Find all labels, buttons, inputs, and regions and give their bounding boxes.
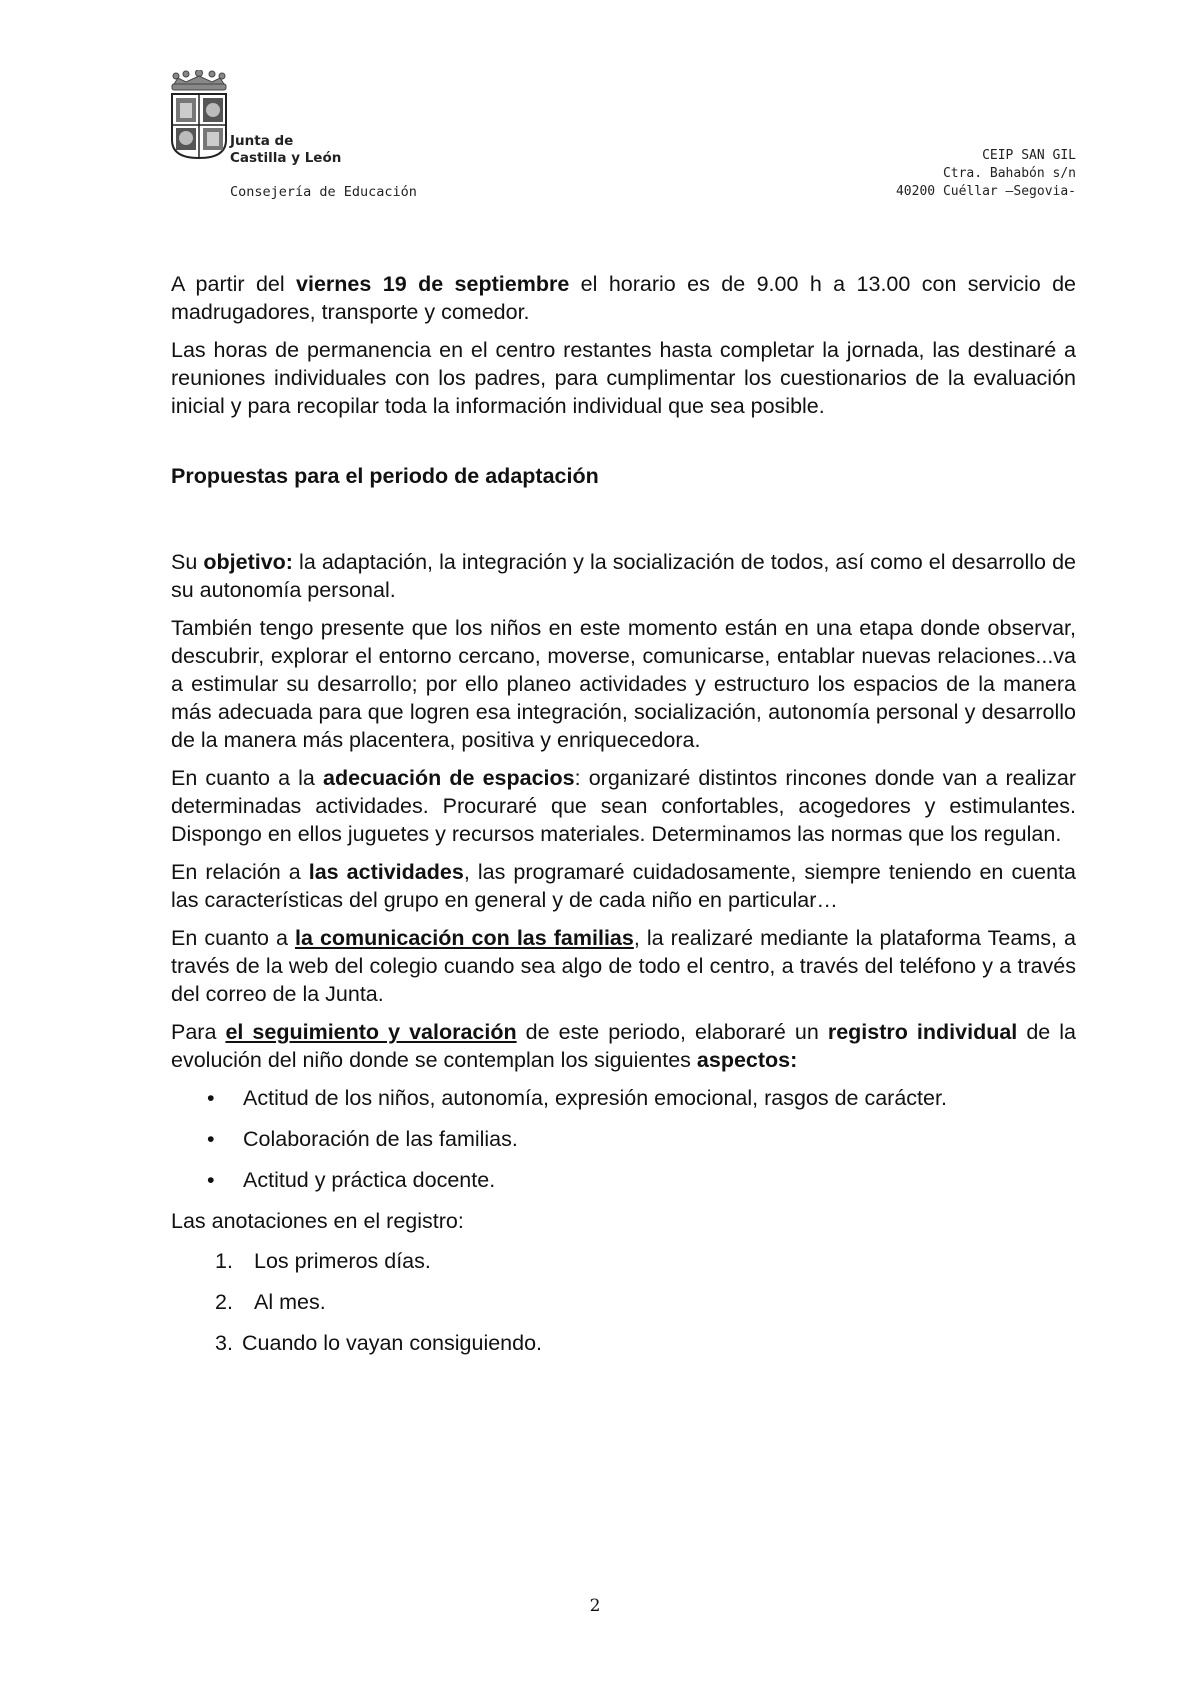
paragraph-objective: [171, 548, 1076, 604]
page-number: 2: [589, 1596, 601, 1616]
list-item: [171, 1288, 1076, 1316]
list-number: 2.: [215, 1290, 233, 1314]
text: En cuanto a: [171, 926, 295, 950]
paragraph-development: También tengo presente que los niños en este momento están en una etapa donde observar, descubrir, explorar el entorno cercano, moverse, comunicarse, entablar nuevas relaciones...va a estimular su desarrollo; por ello planeo actividades y estructuro los espacios de la manera más adecuada para que logren esa integración, socialización, autonomía personal y desarrollo de la manera más placentera, positiva y enriquecedora.: [171, 616, 1076, 752]
text: de este periodo, elaboraré un: [516, 1020, 828, 1044]
bold-aspects: aspectos:: [696, 1048, 798, 1072]
list-item: • Colaboración de las familias.: [171, 1125, 1076, 1153]
text: : organizaré distintos rincones donde van a realizar determinadas actividades. Procuraré que sean confortables, acogedores y estimulantes. Dispongo en ellos juguetes y recursos materiales. Determinamos las normas que los regulan.: [171, 766, 1077, 846]
document-body: [171, 270, 1076, 1370]
consejeria-label: Consejería de Educación: [230, 184, 417, 200]
paragraph-spaces: [171, 764, 1076, 848]
bold-date: viernes 19 de septiembre: [296, 272, 570, 296]
logo-line-2: Castilla y León: [230, 150, 342, 166]
text: , las programaré cuidadosamente, siempre teniendo en cuenta las características del grupo en general y de cada niño en particular…: [171, 860, 1076, 912]
text: Para: [171, 1020, 226, 1044]
list-item: [171, 1247, 1076, 1275]
list-item: • Actitud de los niños, autonomía, expresión emocional, rasgos de carácter.: [171, 1084, 1076, 1112]
bold-objective: objetivo:: [203, 550, 293, 574]
bold-activities: las actividades: [308, 860, 464, 884]
school-address: [896, 147, 1076, 201]
paragraph-schedule: [171, 270, 1076, 326]
list-text: Cuando lo vayan consiguiendo.: [242, 1331, 543, 1355]
list-text: Los primeros días.: [254, 1249, 431, 1273]
paragraph-followup: [171, 1018, 1076, 1074]
bold-registry: registro individual: [827, 1020, 1018, 1044]
school-city: 40200 Cuéllar –Segovia-: [895, 184, 1076, 199]
paragraph-communication: [171, 924, 1076, 1008]
paragraph-hours: Las horas de permanencia en el centro restantes hasta completar la jornada, las destinaré a reuniones individuales con los padres, para cumplimentar los cuestionarios de la evaluación inicial y para recopilar toda la información individual que sea posible.: [171, 338, 1076, 418]
section-heading: Propuestas para el periodo de adaptación: [171, 464, 599, 488]
logo-line-1: Junta de: [230, 133, 294, 149]
list-item: [171, 1329, 1076, 1357]
list-text: Al mes.: [254, 1290, 326, 1314]
paragraph-annotations: Las anotaciones en el registro:: [171, 1209, 464, 1233]
list-number: 3.: [215, 1331, 233, 1355]
text: la adaptación, la integración y la socialización de todos, así como el desarrollo de su autonomía personal.: [171, 550, 1076, 602]
text: , la realizaré mediante la plataforma Teams, a través de la web del colegio cuando sea algo de todo el centro, a través del teléfono y a través del correo de la Junta.: [171, 926, 1076, 1006]
bold-spaces: adecuación de espacios: [322, 766, 575, 790]
text: de la evolución del niño donde se contemplan los siguientes: [171, 1020, 1076, 1072]
school-name: CEIP SAN GIL: [982, 148, 1076, 163]
text: En relación a: [171, 860, 309, 884]
school-street: Ctra. Bahabón s/n: [942, 166, 1076, 181]
crown-icon: [172, 70, 226, 90]
underlined-followup: el seguimiento y valoración: [225, 1020, 517, 1044]
aspects-list: [171, 1084, 1076, 1194]
list-number: 1.: [215, 1249, 233, 1273]
coat-of-arms-icon: [172, 94, 226, 158]
logo-wordmark: [230, 133, 341, 167]
text: el horario es de 9.00 h a 13.00 con servicio de madrugadores, transporte y comedor.: [171, 272, 1076, 324]
text: En cuanto a la: [171, 766, 323, 790]
list-item: • Actitud y práctica docente.: [171, 1166, 1076, 1194]
text: A partir del: [171, 272, 297, 296]
paragraph-activities: [171, 858, 1076, 914]
annotations-list: [171, 1247, 1076, 1357]
underlined-communication: la comunicación con las familias: [294, 926, 634, 950]
text: Su: [171, 550, 204, 574]
